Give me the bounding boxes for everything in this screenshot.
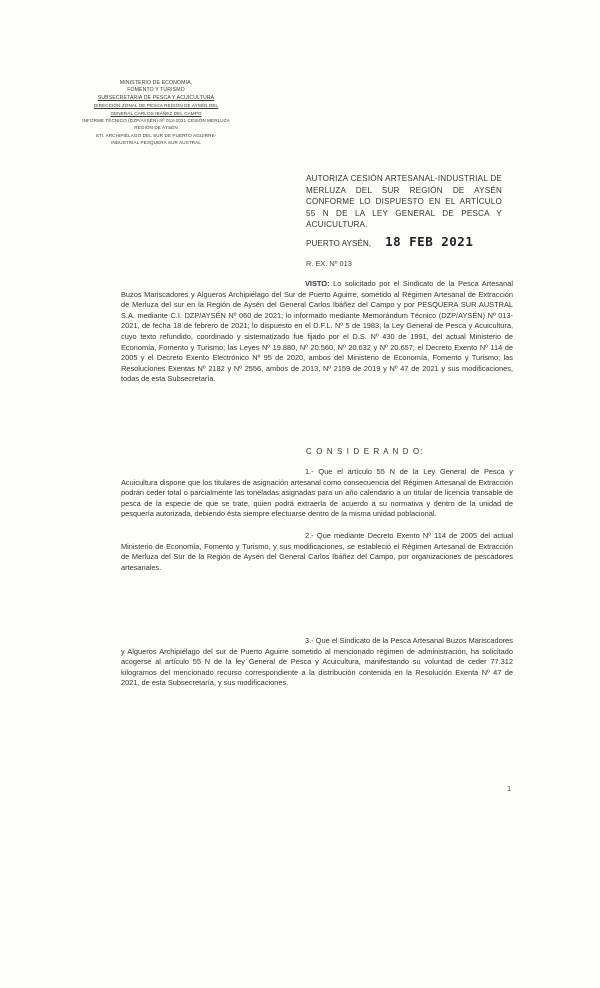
visto-text: Lo solicitado por el Sindicato de la Pesca Artesanal Buzos Mariscadores y Algueros Archipiélago del Sur de Puerto Aguirre, sometido al Régimen Artesanal de Extracción de Merluza del sur en la Región de Aysén del General Carlos Ibáñez del Campo y por PESQUERA SUR AUSTRAL S.A. mediante C.I. DZP/AYSÉN Nº 060 de 2021; lo informado mediante Memorándum Técnico (DZP/AYSÉN) Nº 013-2021, de fecha 18 de febrero de 2021; lo dispuesto en el D.F.L. Nº 5 de 1983; la Ley General de Pesca y Acuicultura, cuyo texto refundido, coordinado y sistematizado fue fijado por el D.S. Nº 430 de 1991, del actual Ministerio de Economía, Fomento y Turismo; las Leyes Nº 19.880, Nº 20.560, Nº 20.632 y Nº 20.657; el Decreto Exento Nº 114 de 2005 y el Decreto Exento Electrónico Nº 95 de 2020, ambos del Ministerio de Economía, Fomento y Turismo; las Resoluciones Exentas Nº 2182 y Nº 2556, ambos de 2013, Nº 2159 de 2019 y Nº 47 de 2021 y sus modificaciones, todas de esta Subsecretaría. (121, 279, 513, 384)
considerando-2: 2.- Que mediante Decreto Exento Nº 114 de 2005 del actual Ministerio de Economía, Fomento y Turismo, y sus modificaciones, se estableció el Régimen Artesanal de Extracción de Merluza del Sur de la Región de Aysén del General Carlos Ibáñez del Campo, por organizaciones de pescadores artesanales. (121, 531, 513, 572)
visto-lead: VISTO: (305, 279, 330, 288)
header-line-union: STI. ARCHIPIÉLAGO DEL SUR DE PUERTO AGUIRRE- (95, 132, 217, 138)
date-stamp: 18 FEB 2021 (385, 234, 474, 249)
header-line-ministry: MINISTERIO DE ECONOMÍA, (119, 80, 193, 86)
header-line-ministry-2: FOMENTO Y TURISMO (127, 87, 185, 94)
resolution-subject: AUTORIZA CESIÓN ARTESANAL-INDUSTRIAL DE MERLUZA DEL SUR REGIÓN DE AYSÉN CONFORME LO DISPUESTO EN EL ARTÍCULO 55 N DE LA LEY GENERAL DE PESCA Y ACUICULTURA. (306, 174, 502, 229)
considerando-heading: C O N S I D E R A N D O: (306, 447, 424, 456)
header-line-region: REGIÓN DE AYSÉN (134, 125, 178, 131)
considerando-3: 3.- Que el Sindicato de la Pesca Artesanal Buzos Mariscadores y Algueros Archipiélago del sur de Puerto Aguirre sometido al mencionado régimen de administración, ha solicitado acogerse al artículo 55 N de la ley General de Pesca y Acuicultura, manifestando su voluntad de ceder 77.312 kilogramos del mencionado recurso correspondiente a la distribución contenida en la Resolución Exenta Nº 47 de 2021, de esta Subsecretaría, y sus modificaciones. (121, 636, 513, 688)
resolution-number: R. EX. Nº 013 (306, 259, 352, 268)
page-number: 1 (507, 784, 512, 793)
issuer-header (72, 80, 240, 147)
visto-paragraph (121, 279, 513, 385)
place-and-date (306, 234, 473, 249)
header-line-directorate-2: GENERAL CARLOS IBÁÑEZ DEL CAMPO (110, 110, 202, 116)
header-line-directorate: DIRECCIÓN ZONAL DE PESCA REGIÓN DE AYSÉN DEL (93, 103, 219, 109)
header-line-report: INFORME TÉCNICO (DZP/AYSÉN) Nº 013-2021 CESIÓN MERLUZA (82, 118, 230, 124)
place-label: PUERTO AYSÉN, (306, 239, 372, 248)
considerando-1: 1.- Que el artículo 55 N de la Ley General de Pesca y Acuicultura dispone que los titulares de asignación artesanal como consecuencia del Régimen Artesanal de Extracción podrán ceder total o parcialmente las toneladas asignadas para un año calendario a un titular de licencia transable de pesca de la especie de que se trate, quien podrá extraerla de acuerdo a su normativa y dentro de la unidad de pesquería autorizada, debiendo ésta siempre efectuarse dentro de la misma unidad poblacional. (121, 467, 513, 519)
header-line-company: INDUSTRIAL PESQUERA SUR AUSTRAL (111, 140, 201, 146)
header-line-subsecretary: SUBSECRETARÍA DE PESCA Y ACUICULTURA (97, 94, 215, 101)
